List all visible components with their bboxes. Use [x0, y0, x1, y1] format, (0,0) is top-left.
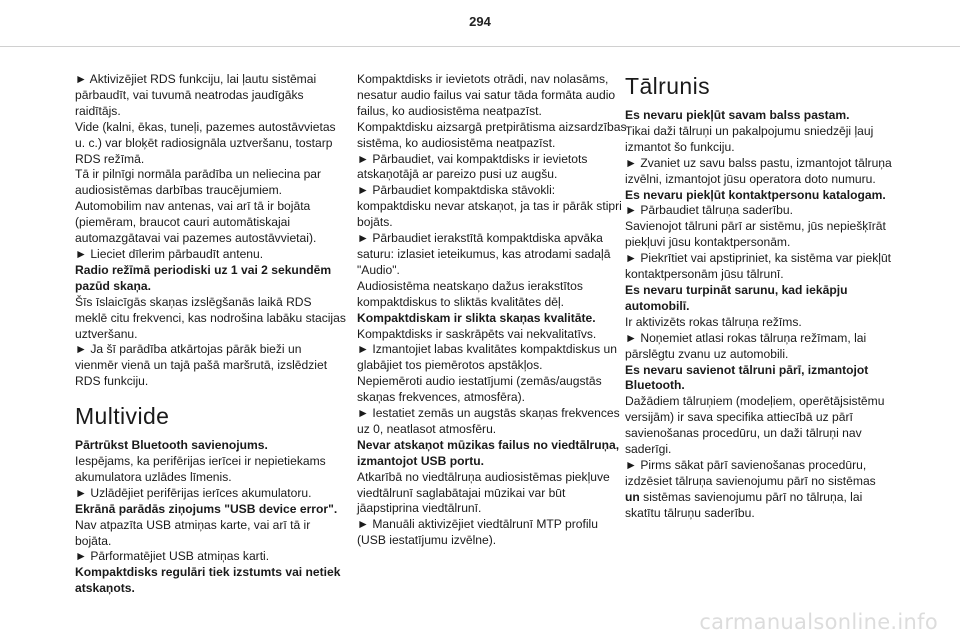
paragraph: Automobilim nav antenas, vai arī tā ir bojāta (piemēram, braucot cauri automātiskajai automazgātavai vai pazemes autostāvvietai). — [75, 199, 317, 246]
paragraph: Ir aktivizēts rokas tālruņa režīms. — [625, 314, 802, 329]
section-heading: Multivide — [75, 403, 170, 430]
watermark: carmanualsonline.info — [699, 610, 938, 634]
paragraph: Šīs īslaicīgās skaņas izslēgšanās laikā RDS meklē citu frekvenci, kas nodrošina labāku stacijas uztveršanu. — [75, 294, 346, 341]
paragraph: Tikai daži tālruņi un pakalpojumu sniedzēji ļauj izmantot šo funkciju. — [625, 123, 874, 154]
instruction-step: ► Pārbaudiet tālruņa saderību. — [625, 203, 793, 218]
instruction-step: ► Uzlādējiet perifērijas ierīces akumulatoru. — [75, 485, 312, 500]
paragraph: Kompaktdisks ir ievietots otrādi, nav nolasāms, nesatur audio failus vai satur tāda formāta audio failus, ko audiosistēma neatpazīst. — [357, 72, 616, 118]
question-heading: Ekrānā parādās ziņojums "USB device error". — [75, 501, 338, 516]
question-heading: Kompaktdiskam ir slikta skaņas kvalitāte. — [357, 310, 596, 325]
section-heading: Tālrunis — [625, 73, 711, 99]
instruction-step: ► Piekrītiet vai apstipriniet, ka sistēma var piekļūt kontaktpersonām jūsu tālrunī. — [625, 251, 892, 282]
instruction-step: ► Aktivizējiet RDS funkciju, lai ļautu sistēmai pārbaudīt, vai tuvumā neatrodas jaudīgāks raidītājs. — [75, 72, 317, 118]
instruction-step: ► Manuāli aktivizējiet viedtālrunī MTP profilu (USB iestatījumu izvēlne). — [357, 517, 598, 548]
instruction-step: ► Noņemiet atlasi rokas tālruņa režīmam, lai pārslēgtu zvanu uz automobili. — [625, 330, 867, 361]
instruction-step: ► Ja šī parādība atkārtojas pārāk bieži un vienmēr vienā un tajā pašā maršrutā, izslēdziet RDS funkciju. — [75, 342, 328, 389]
paragraph — [625, 490, 900, 522]
page-header — [0, 0, 960, 47]
instruction-step: ► Pārformatējiet USB atmiņas karti. — [75, 549, 270, 564]
question-heading: Es nevaru piekļūt kontaktpersonu katalogam. — [625, 187, 886, 202]
instruction-step: ► Iestatiet zemās un augstās skaņas frekvences uz 0, neatlasot atmosfēru. — [357, 406, 620, 436]
instruction-step: ► Izmantojiet labas kvalitātes kompaktdiskus un glabājiet tos piemērotos apstākļos. — [357, 342, 618, 373]
question-heading: Es nevaru turpināt sarunu, kad iekāpju automobilī. — [625, 282, 848, 313]
paragraph: Tā ir pilnīgi normāla parādība un neliecina par audiosistēmas darbības traucējumiem. — [75, 167, 322, 198]
instruction-step: ► Lieciet dīlerim pārbaudīt antenu. — [75, 246, 264, 261]
question-heading: Pārtrūkst Bluetooth savienojums. — [75, 438, 268, 453]
paragraph: Nav atpazīta USB atmiņas karte, vai arī tā ir bojāta. — [75, 517, 311, 548]
text-column-middle — [357, 72, 629, 549]
question-heading: Nevar atskaņot mūzikas failus no viedtālruņa, izmantojot USB portu. — [357, 437, 620, 468]
text-column-left — [75, 72, 347, 597]
paragraph: Audiosistēma neatskaņo dažus ierakstītos kompaktdiskus to sliktās kvalitātes dēļ. — [357, 278, 583, 309]
question-heading: Es nevaru savienot tālruni pārī, izmantojot Bluetooth. — [625, 362, 869, 393]
paragraph: Dažādiem tālruņiem (modeļiem, operētājsistēmu versijām) ir sava specifika attiecībā uz pārī savienošanas procedūru, un daži tālruņi nav saderīgi. — [625, 394, 885, 457]
instruction-step: ► Pārbaudiet ierakstītā kompaktdiska apvāka saturu: izlasiet ieteikumus, kas atrodami sadaļā "Audio". — [357, 231, 611, 277]
instruction-step: ► Zvaniet uz savu balss pastu, izmantojot tālruņa izvēlni, izmantojot jūsu operatora doto numuru. — [625, 155, 892, 186]
question-heading: Kompaktdisks regulāri tiek izstumts vai netiek atskaņots. — [75, 565, 341, 596]
paragraph: Iespējams, ka perifērijas ierīcei ir nepietiekams akumulatora uzlādes līmenis. — [75, 454, 326, 484]
text-column-right — [625, 72, 900, 522]
paragraph: Vide (kalni, ēkas, tuneļi, pazemes autostāvvietas u. c.) var bloķēt radiosignāla uztveršanu, tostarp RDS režīmā. — [75, 119, 336, 166]
paragraph: Nepiemēroti audio iestatījumi (zemās/augstās skaņas frekvences, atmosfēra). — [357, 374, 602, 405]
instruction-step: ► Pārbaudiet, vai kompaktdisks ir ievietots atskaņotājā ar pareizo pusi uz augšu. — [357, 151, 588, 182]
question-heading: Es nevaru piekļūt savam balss pastam. — [625, 108, 850, 122]
paragraph-text: sistēmas savienojumu pārī no tālruņa, lai skatītu tālruņu saderību. — [625, 489, 863, 520]
paragraph: Kompaktdisks ir saskrāpēts vai nekvalitatīvs. — [357, 326, 597, 341]
page-number: 294 — [469, 14, 491, 29]
paragraph: Atkarībā no viedtālruņa audiosistēmas piekļuve viedtālrunī saglabātajai mūzikai var būt jāapstiprina viedtālrunī. — [357, 469, 610, 516]
bold-word: un — [625, 489, 640, 504]
instruction-step: ► Pirms sākat pārī savienošanas procedūru, izdzēsiet tālruņa savienojumu pārī no sistēmas — [625, 457, 876, 488]
paragraph: Savienojot tālruni pārī ar sistēmu, jūs nepiešķīrāt piekļuvi jūsu kontaktpersonām. — [625, 219, 886, 250]
paragraph: Kompaktdisku aizsargā pretpirātisma aizsardzības sistēma, ko audiosistēma neatpazīst. — [357, 119, 627, 150]
instruction-step: ► Pārbaudiet kompaktdiska stāvokli: kompaktdisku nevar atskaņot, ja tas ir pārāk stipri bojāts. — [357, 183, 622, 230]
question-heading: Radio režīmā periodiski uz 1 vai 2 sekundēm pazūd skaņa. — [75, 262, 332, 293]
